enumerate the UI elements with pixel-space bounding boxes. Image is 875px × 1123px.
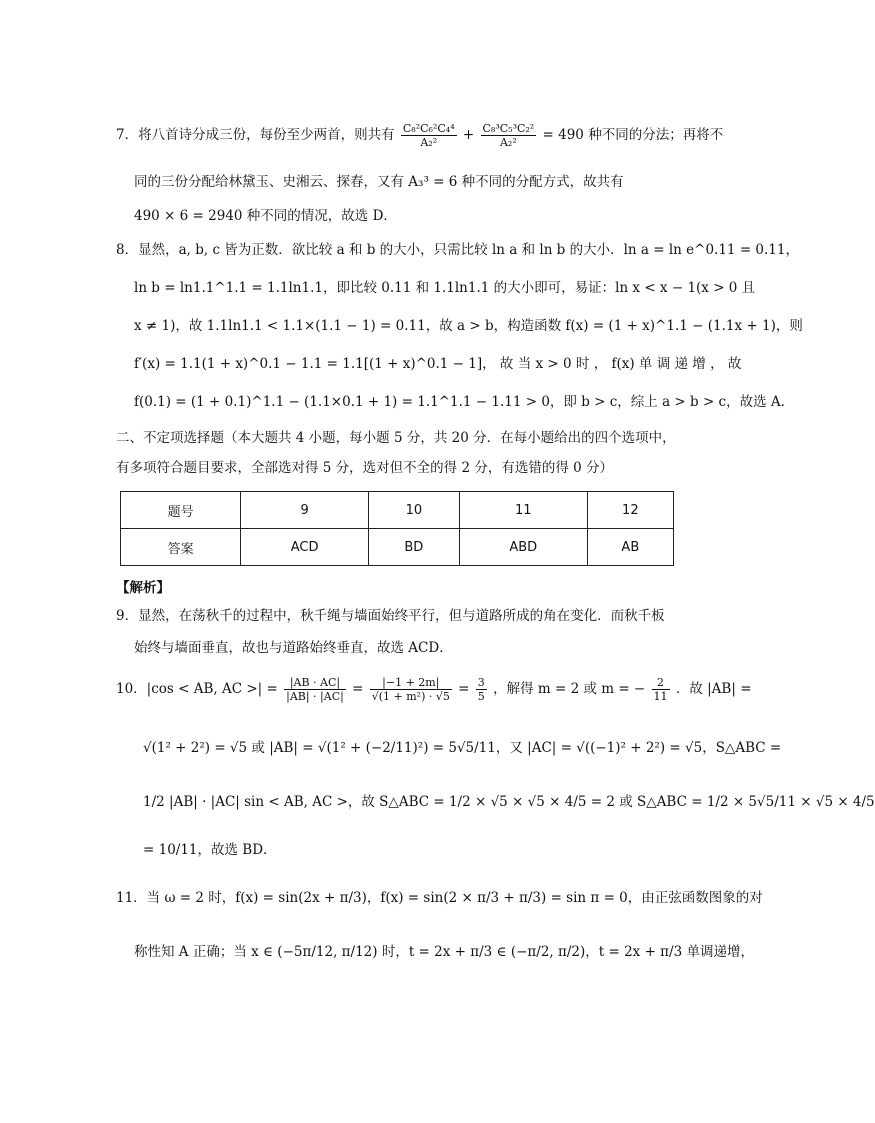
p11-line1: 11．当 ω = 2 时，f(x) = sin(2x + π/3)，f(x) = sin(2 × π/3 + π/3) = sin π = 0，由正弦函数图象的对 [116, 890, 763, 906]
section-heading-line1: 二、不定项选择题（本大题共 4 小题，每小题 5 分，共 20 分．在每小题给出的四个选项中， [116, 430, 676, 446]
p8-line5: f(0.1) = (1 + 0.1)^1.1 − (1.1×0.1 + 1) = 1.1^1.1 − 1.11 > 0，即 b > c，综上 a > b > c，故选 A． [134, 394, 795, 410]
p10-line2: √(1² + 2²) = √5 或 |AB| = √(1² + (−2/11)²) = 5√5/11，又 |AC| = √((−1)² + 2²) = √5，S△ABC = [143, 740, 782, 756]
table-cell: 题号 [121, 492, 241, 529]
p8-line2: ln b = ln1.1^1.1 = 1.1ln1.1，即比较 0.11 和 1.1ln1.1 的大小即可，易证：ln x < x − 1(x > 0 且 [134, 280, 756, 296]
fraction: $\frac{2}{11}$ [653, 676, 668, 703]
table-cell: AB [587, 529, 673, 566]
p7-line1: 7．将八首诗分成三份，每份至少两首，则共有 $\frac{\text{C₈²C₆²C₄⁴}}{\text{A₂²}}$ + $\frac{\text{C₈³C₅³C₂²}}{\text{A₂²}}$ = 490 种不同的分法；再将不 [116, 122, 724, 149]
fraction: $\frac{3}{5}$ [477, 676, 485, 703]
table-row [121, 529, 674, 566]
p8-line3: x ≠ 1)，故 1.1ln1.1 < 1.1×(1.1 − 1) = 0.11，故 a > b，构造函数 f(x) = (1 + x)^1.1 − (1.1x + 1)，则 [134, 318, 803, 334]
p7-line2: 同的三份分配给林黛玉、史湘云、探春，又有 A₃³ = 6 种不同的分配方式，故共有 [134, 174, 624, 190]
p11-line2: 称性知 A 正确；当 x ∈ (−5π/12, π/12) 时，t = 2x + π/3 ∈ (−π/2, π/2)，t = 2x + π/3 单调递增， [134, 944, 754, 960]
fraction: $\frac{|-1 + 2m|}{\text{√(1 + m²) · √5}}$ [371, 676, 450, 703]
p9-line1: 9．显然，在荡秋千的过程中，秋千绳与墙面始终平行，但与道路所成的角在变化．而秋千板 [116, 608, 665, 624]
p10-line3: 1/2 |AB| · |AC| sin < AB, AC >，故 S△ABC = 1/2 × √5 × √5 × 4/5 = 2 或 S△ABC = 1/2 × 5√5/11 × √5 × 4/5 [143, 794, 875, 810]
p8-line4: f′(x) = 1.1(1 + x)^0.1 − 1.1 = 1.1[(1 + x)^0.1 − 1]， 故 当 x > 0 时 ， f(x) 单 调 递 增 ， 故 [134, 356, 742, 372]
p10-line4: = 10/11，故选 BD． [143, 842, 277, 858]
p9-line2: 始终与墙面垂直，故也与道路始终垂直，故选 ACD． [134, 640, 453, 656]
section-heading-line2: 有多项符合题目要求，全部选对得 5 分，选对但不全的得 2 分，有选错的得 0 分） [116, 460, 614, 476]
table-cell: 10 [368, 492, 459, 529]
analysis-heading: 【解析】 [116, 580, 170, 596]
fraction: $\frac{|AB \cdot AC|}{|AB| \cdot |AC|}$ [286, 676, 344, 703]
table-cell: BD [368, 529, 459, 566]
p7-line3: 490 × 6 = 2940 种不同的情况，故选 D． [134, 208, 397, 224]
table-cell: 11 [459, 492, 587, 529]
answer-table [120, 491, 674, 566]
fraction: $\frac{\text{C₈²C₆²C₄⁴}}{\text{A₂²}}$ [402, 122, 455, 149]
table-cell: ACD [241, 529, 369, 566]
table-cell: 12 [587, 492, 673, 529]
p8-line1: 8．显然，a, b, c 皆为正数．欲比较 a 和 b 的大小，只需比较 ln a 和 ln b 的大小．ln a = ln e^0.11 = 0.11， [116, 242, 799, 258]
table-cell: ABD [459, 529, 587, 566]
table-row [121, 492, 674, 529]
p10-line1: 10．|cos < AB, AC >| = $\frac{|AB \cdot AC|}{|AB| \cdot |AC|}$ = $\frac{|-1 + 2m|}{\text{√(1 + m²) · √5}}$ = $\frac{3}{5}$ ，解得 m = 2 或 m = − $\frac{2}{11}$ ．故 |AB| = [116, 676, 752, 703]
table-cell: 9 [241, 492, 369, 529]
table-cell: 答案 [121, 529, 241, 566]
fraction: $\frac{\text{C₈³C₅³C₂²}}{\text{A₂²}}$ [482, 122, 535, 149]
